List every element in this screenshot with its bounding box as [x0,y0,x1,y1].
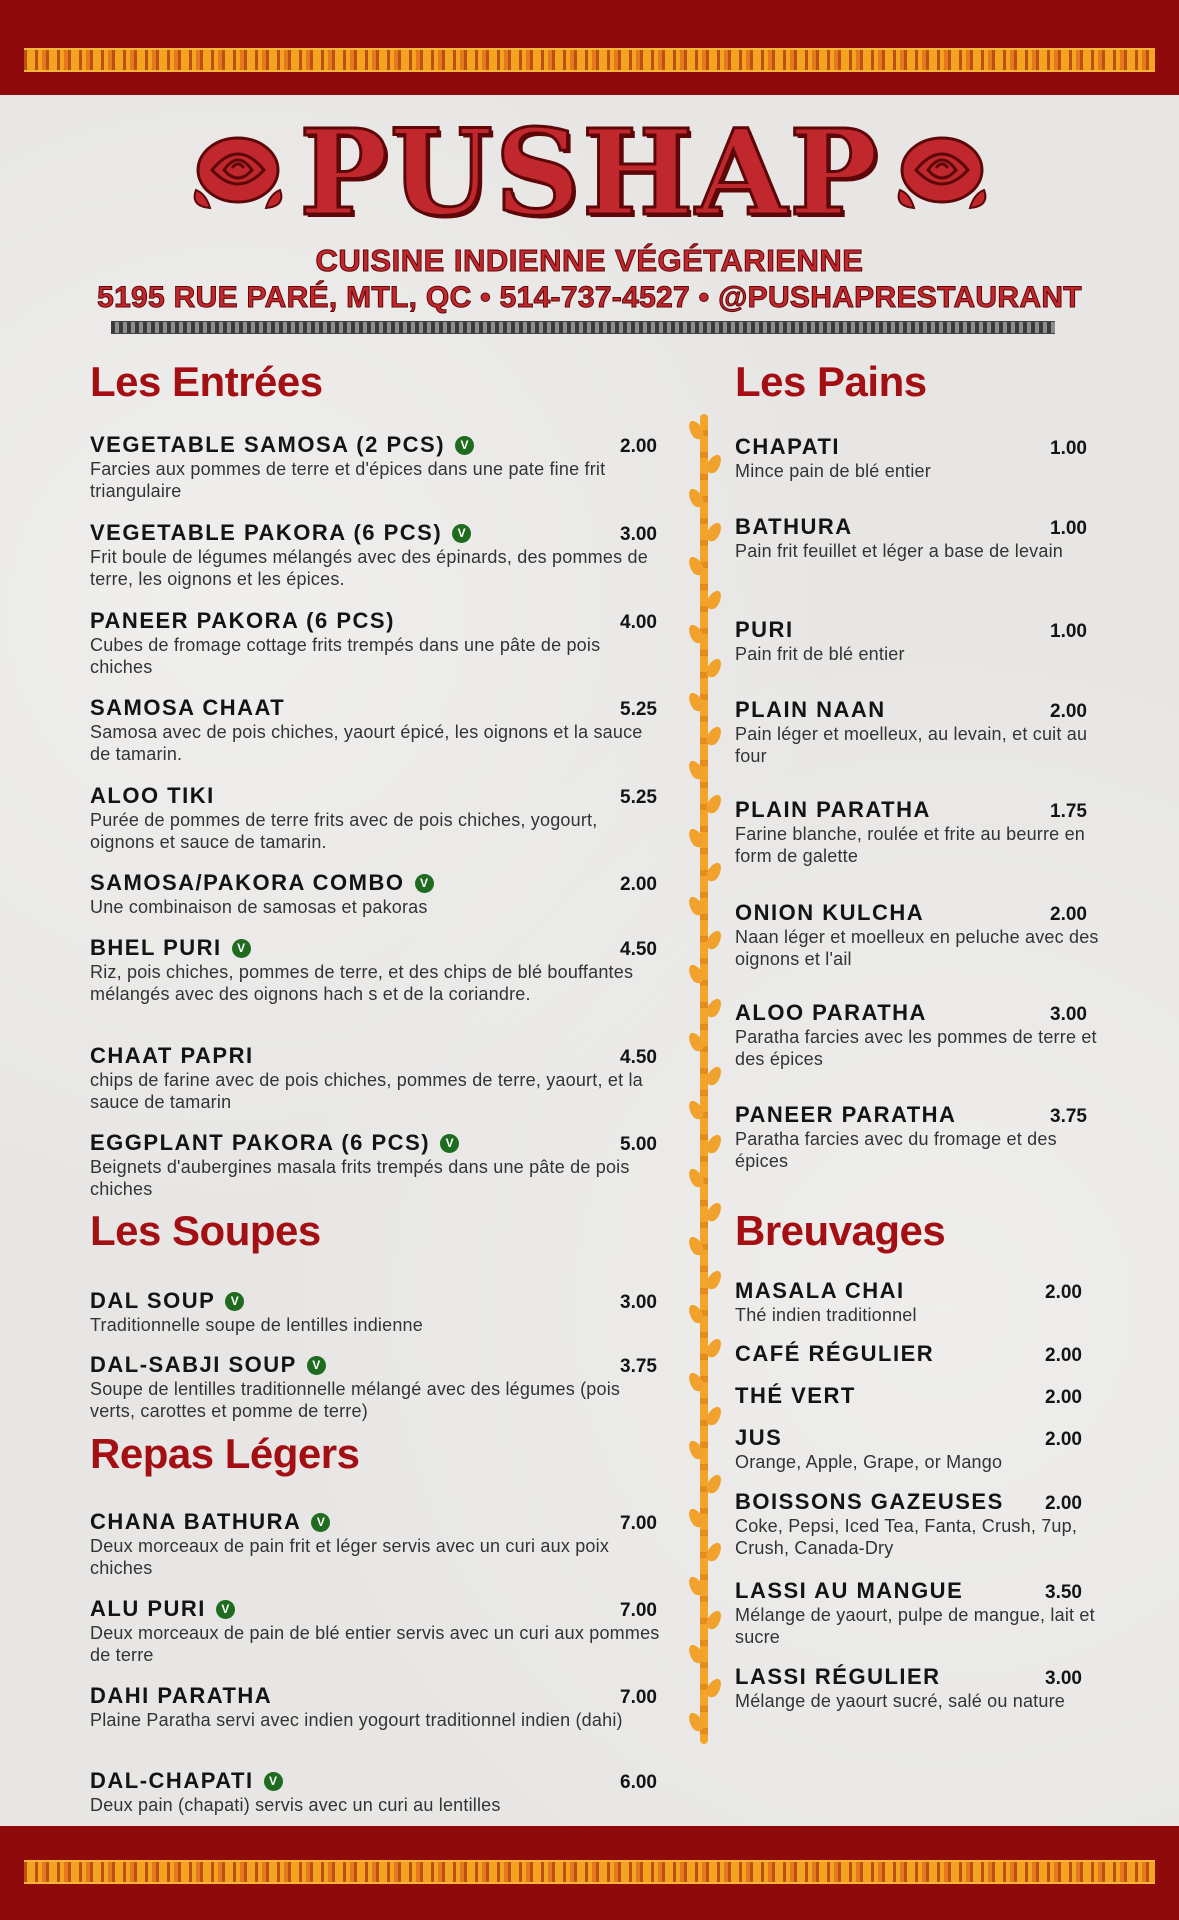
item-name-text: THÉ VERT [735,1383,856,1408]
item-description: Purée de pommes de terre frits avec de pois chiches, yogourt, oignons et sauce de tamarin. [90,810,598,852]
item-name-text: SAMOSA CHAAT [90,695,286,720]
item-name [90,432,665,458]
top-ornament-border [24,48,1155,72]
item-price: 2.00 [1050,904,1087,925]
section-title-entrees: Les Entrées [90,358,323,405]
item-price: 2.00 [1045,1282,1082,1303]
item-description: Coke, Pepsi, Iced Tea, Fanta, Crush, 7up, Crush, Canada-Dry [735,1516,1078,1558]
item-description: Mélange de yaourt, pulpe de mangue, lait et sucre [735,1605,1095,1647]
menu-item [90,1288,665,1336]
section-title-breuvages: Breuvages [735,1207,946,1254]
item-price: 1.00 [1050,621,1087,642]
item-price: 2.00 [1045,1345,1082,1366]
item-description: Beignets d'aubergines masala frits trempés dans une pâte de pois chiches [90,1157,630,1199]
item-price: 2.00 [1045,1493,1082,1514]
menu-item [735,797,1095,867]
bottom-ornament-border [24,1860,1155,1884]
item-name [735,1383,1090,1409]
item-name [735,900,1095,926]
restaurant-header [0,103,1179,315]
item-name [90,608,665,634]
item-name [735,434,1095,460]
item-name-text: DAL-SABJI SOUP [90,1352,297,1377]
item-name-text: DAL-CHAPATI [90,1768,254,1793]
item-description: Une combinaison de samosas et pakoras [90,897,428,917]
item-price: 2.00 [620,436,657,457]
item-price: 3.00 [620,1292,657,1313]
item-name-text: DAHI PARATHA [90,1683,273,1708]
item-name [735,514,1095,540]
header-divider [111,321,1055,334]
item-name [90,1288,665,1314]
item-name [90,1352,665,1378]
item-price: 4.50 [620,939,657,960]
item-description: Deux morceaux de pain de blé entier servis avec un curi aux pommes de terre [90,1623,660,1665]
menu-item [90,432,665,502]
item-name [735,1425,1090,1451]
item-name-text: BHEL PURI [90,935,222,960]
item-description: Riz, pois chiches, pommes de terre, et des chips de blé bouffantes mélangés avec des oignons hach s et de la coriandre. [90,962,634,1004]
vegan-badge-icon: V [311,1513,330,1532]
menu-item [90,1596,665,1666]
item-price: 2.00 [620,874,657,895]
item-name [90,1683,665,1709]
menu-item [90,1130,665,1200]
item-name [735,1664,1090,1690]
item-description: Deux pain (chapati) servis avec un curi au lentilles [90,1795,501,1815]
menu-item [90,520,665,590]
item-name [735,697,1095,723]
vegan-badge-icon: V [452,524,471,543]
item-price: 1.75 [1050,801,1087,822]
item-name-text: LASSI AU MANGUE [735,1578,964,1603]
menu-item [90,1043,665,1113]
item-name [735,797,1095,823]
vegan-badge-icon: V [225,1292,244,1311]
item-price: 2.00 [1050,701,1087,722]
item-name [90,1130,665,1156]
item-name-text: BOISSONS GAZEUSES [735,1489,1004,1514]
item-name [90,1509,665,1535]
item-description: Paratha farcies avec du fromage et des épices [735,1129,1057,1171]
item-price: 7.00 [620,1687,657,1708]
vegan-badge-icon: V [415,874,434,893]
item-name-text: PANEER PAKORA (6 PCS) [90,608,395,633]
item-price: 3.75 [620,1356,657,1377]
item-name-text: SAMOSA/PAKORA COMBO [90,870,405,895]
brand-name: PUSHAP [299,103,880,242]
vegan-badge-icon: V [216,1600,235,1619]
menu-item [90,695,665,765]
item-name [90,1596,665,1622]
menu-item [735,1383,1090,1409]
vegan-badge-icon: V [307,1356,326,1375]
menu-item [735,434,1095,482]
item-name [735,1578,1090,1604]
item-description: Pain frit feuillet et léger a base de levain [735,541,1063,561]
item-name-text: ONION KULCHA [735,900,925,925]
item-name [735,1341,1090,1367]
item-description: Mince pain de blé entier [735,461,931,481]
menu-item [735,1102,1095,1172]
item-price: 2.00 [1045,1429,1082,1450]
item-name-text: EGGPLANT PAKORA (6 PCS) [90,1130,431,1155]
item-description: Traditionnelle soupe de lentilles indienne [90,1315,423,1335]
menu-item [735,1000,1095,1070]
item-name-text: LASSI RÉGULIER [735,1664,941,1689]
item-description: Cubes de fromage cottage frits trempés dans une pâte de pois chiches [90,635,601,677]
item-description: Farcies aux pommes de terre et d'épices dans une pate fine frit triangulaire [90,459,606,501]
item-name-text: CHANA BATHURA [90,1509,302,1534]
item-name-text: BATHURA [735,514,853,539]
vegan-badge-icon: V [440,1134,459,1153]
item-price: 4.50 [620,1047,657,1068]
item-name [735,1278,1090,1304]
item-price: 5.25 [620,699,657,720]
item-name-text: PLAIN NAAN [735,697,886,722]
item-name [735,1102,1095,1128]
item-name [90,935,665,961]
item-name [90,870,665,896]
tagline: CUISINE INDIENNE VÉGÉTARIENNE [315,243,864,278]
menu-item [735,617,1095,665]
vegan-badge-icon: V [455,436,474,455]
item-price: 3.00 [1050,1004,1087,1025]
menu-item [90,608,665,678]
menu-item [735,1278,1090,1326]
item-description: Deux morceaux de pain frit et léger servis avec un curi aux poix chiches [90,1536,610,1578]
menu-item [735,697,1095,767]
item-name-text: ALOO PARATHA [735,1000,927,1025]
menu-item [735,1664,1090,1712]
menu-item [735,900,1099,970]
item-price: 1.00 [1050,518,1087,539]
menu-item [90,1352,665,1422]
item-name [90,1043,665,1069]
item-name-text: PLAIN PARATHA [735,797,931,822]
menu-item [735,514,1095,562]
item-name [735,1000,1095,1026]
vegan-badge-icon: V [232,939,251,958]
section-title-pains: Les Pains [735,358,927,405]
bottom-banner [0,1826,1179,1920]
item-price: 7.00 [620,1600,657,1621]
item-name-text: DAL SOUP [90,1288,216,1313]
menu-item [90,783,665,853]
menu-item [90,1768,665,1816]
item-price: 1.00 [1050,438,1087,459]
item-description: chips de farine avec de pois chiches, pommes de terre, yaourt, et la sauce de tamarin [90,1070,643,1112]
menu-item [735,1578,1095,1648]
menu-item [90,935,665,1005]
item-description: Farine blanche, roulée et frite au beurre en form de galette [735,824,1086,866]
menu-item [735,1425,1090,1473]
vegan-badge-icon: V [264,1772,283,1791]
item-name-text: CHAPATI [735,434,841,459]
menu-item [735,1489,1090,1559]
menu-item [90,870,665,918]
item-description: Pain frit de blé entier [735,644,905,664]
item-name-text: VEGETABLE SAMOSA (2 PCS) [90,432,446,457]
item-name-text: PANEER PARATHA [735,1102,957,1127]
item-description: Frit boule de légumes mélangés avec des épinards, des pommes de terre, les oignons et les épices. [90,547,648,589]
item-description: Pain léger et moelleux, au levain, et cuit au four [735,724,1088,766]
item-price: 3.50 [1045,1582,1082,1603]
menu-item [90,1509,665,1579]
item-name [90,1768,665,1794]
item-name-text: JUS [735,1425,783,1450]
item-name-text: ALOO TIKI [90,783,215,808]
menu-item [90,1683,665,1731]
item-description: Plaine Paratha servi avec indien yogourt traditionnel indien (dahi) [90,1710,623,1730]
item-name-text: VEGETABLE PAKORA (6 PCS) [90,520,443,545]
section-title-soupes: Les Soupes [90,1207,321,1254]
item-price: 5.25 [620,787,657,808]
item-name-text: PURI [735,617,794,642]
rose-icon [892,128,992,218]
item-price: 2.00 [1045,1387,1082,1408]
item-price: 4.00 [620,612,657,633]
item-name-text: CHAAT PAPRI [90,1043,254,1068]
item-price: 3.00 [1045,1668,1082,1689]
item-name [735,617,1095,643]
item-name-text: MASALA CHAI [735,1278,905,1303]
item-description: Paratha farcies avec les pommes de terre et des épices [735,1027,1097,1069]
item-name [90,783,665,809]
section-title-repas: Repas Légers [90,1430,360,1477]
menu-item [735,1341,1090,1367]
item-name-text: ALU PURI [90,1596,206,1621]
item-name [90,695,665,721]
top-banner [0,0,1179,95]
contact-line: 5195 RUE PARÉ, MTL, QC • 514-737-4527 • @PUSHAPRESTAURANT [97,281,1082,314]
item-name [735,1489,1090,1515]
item-price: 5.00 [620,1134,657,1155]
item-description: Naan léger et moelleux en peluche avec des oignons et l'ail [735,927,1099,969]
item-price: 6.00 [620,1772,657,1793]
item-name [90,520,665,546]
item-price: 3.75 [1050,1106,1087,1127]
item-price: 7.00 [620,1513,657,1534]
item-description: Mélange de yaourt sucré, salé ou nature [735,1691,1065,1711]
item-description: Thé indien traditionnel [735,1305,917,1325]
item-description: Orange, Apple, Grape, or Mango [735,1452,1003,1472]
item-description: Samosa avec de pois chiches, yaourt épicé, les oignons et la sauce de tamarin. [90,722,643,764]
item-name-text: CAFÉ RÉGULIER [735,1341,935,1366]
item-price: 3.00 [620,524,657,545]
item-description: Soupe de lentilles traditionnelle mélangé avec des légumes (pois verts, carottes et pomme de terre) [90,1379,621,1421]
